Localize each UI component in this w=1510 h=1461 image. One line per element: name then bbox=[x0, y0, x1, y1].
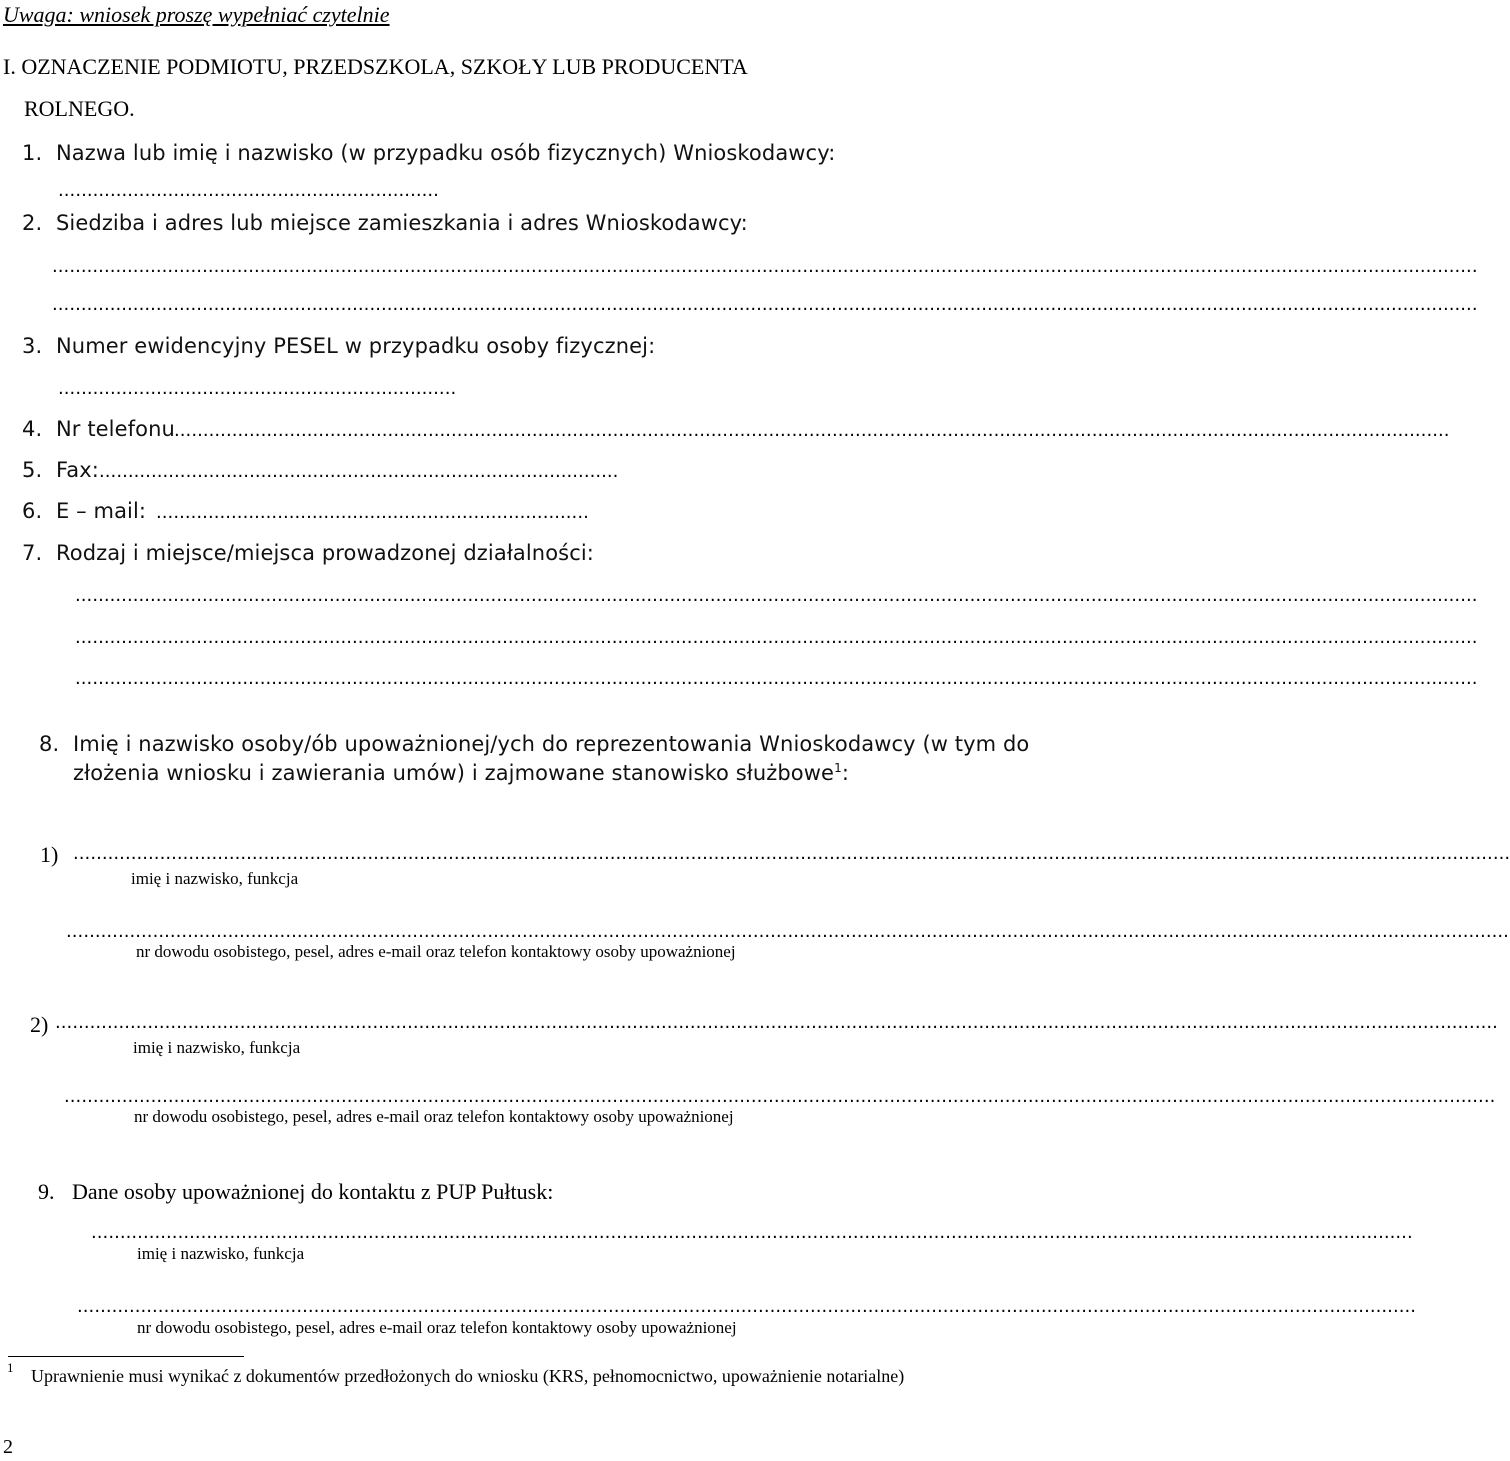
contact-details-caption: nr dowodu osobistego, pesel, adres e-mail oraz telefon kontaktowy osoby upoważnionej bbox=[137, 1318, 737, 1337]
item-label: Rodzaj i miejsce/miejsca prowadzonej działalności: bbox=[56, 541, 594, 565]
person-1-name-caption: imię i nazwisko, funkcja bbox=[131, 869, 299, 888]
person-1-details-fill-line[interactable]: .......................................................................................................................................................................................................................................................... bbox=[66, 921, 1509, 942]
item-number: 7. bbox=[22, 541, 43, 565]
person-2-name-fill-line[interactable]: .......................................................................................................................................................................................................................................................... bbox=[55, 1012, 1498, 1033]
item-number: 1. bbox=[22, 141, 43, 165]
pesel-fill-line[interactable]: ..................................................................... bbox=[58, 378, 457, 399]
item-number: 4. bbox=[22, 417, 43, 441]
activity-fill-line-2[interactable]: ................................................................................................................................................................................................................................................... bbox=[75, 627, 1478, 648]
footnote-mark: 1 bbox=[7, 1360, 14, 1375]
name-fill-line[interactable]: .................................................................. bbox=[58, 180, 439, 201]
item-7-activity bbox=[22, 541, 594, 565]
item-label: Numer ewidencyjny PESEL w przypadku osoby fizycznej: bbox=[56, 334, 656, 358]
person-2-name-caption: imię i nazwisko, funkcja bbox=[133, 1038, 301, 1057]
item-number: 8. bbox=[39, 732, 60, 756]
email-fill-line[interactable]: ........................................................................... bbox=[156, 502, 589, 523]
item-number: 6. bbox=[22, 499, 43, 523]
page-number: 2 bbox=[3, 1436, 13, 1458]
section-heading-line1: I. OZNACZENIE PODMIOTU, PRZEDSZKOLA, SZKOŁY LUB PRODUCENTA bbox=[3, 54, 748, 79]
item-label: Imię i nazwisko osoby/ób upoważnionej/ych do reprezentowania Wnioskodawcy (w tym do bbox=[73, 732, 1030, 756]
activity-fill-line-1[interactable]: ................................................................................................................................................................................................................................................... bbox=[75, 585, 1478, 606]
item-label: Dane osoby upoważnionej do kontaktu z PUP Pułtusk: bbox=[72, 1179, 554, 1204]
item-8-label-line2: złożenia wniosku i zawierania umów) i zajmowane stanowisko służbowe$^1$: bbox=[73, 761, 849, 785]
person-2-details-caption: nr dowodu osobistego, pesel, adres e-mail oraz telefon kontaktowy osoby upoważnionej bbox=[134, 1107, 734, 1126]
item-label: Nazwa lub imię i nazwisko (w przypadku osób fizycznych) Wnioskodawcy: bbox=[56, 141, 836, 165]
item-8-representatives bbox=[39, 732, 1029, 756]
section-heading-line2: ROLNEGO. bbox=[24, 96, 135, 121]
footnote-reference: 1 bbox=[834, 761, 842, 775]
phone-fill-line[interactable]: ............................................................................................................................................................................................................................. bbox=[174, 420, 1450, 441]
item-label: Nr telefonu bbox=[56, 417, 175, 441]
person-1-name-fill-line[interactable]: ......................................................................................................................................................................................................................................................... bbox=[73, 843, 1510, 864]
item-label: E – mail: bbox=[56, 499, 147, 523]
item-label: Fax: bbox=[56, 458, 99, 482]
footnote-separator bbox=[8, 1356, 244, 1357]
item-9-contact-person bbox=[38, 1179, 553, 1205]
item-2-address bbox=[22, 211, 748, 235]
person-1-details-caption: nr dowodu osobistego, pesel, adres e-mail oraz telefon kontaktowy osoby upoważnionej bbox=[136, 942, 736, 961]
item-1-name bbox=[22, 141, 835, 165]
person-2-number: 2) bbox=[30, 1012, 49, 1037]
item-4-phone bbox=[22, 417, 175, 441]
item-3-pesel bbox=[22, 334, 655, 358]
contact-name-fill-line[interactable]: ..................................................................................................................................................................................................................................... bbox=[91, 1222, 1413, 1243]
person-1-number: 1) bbox=[40, 842, 59, 867]
item-number: 3. bbox=[22, 334, 43, 358]
contact-details-fill-line[interactable]: ........................................................................................................................................................................................................................................ bbox=[77, 1296, 1417, 1317]
footnote-text: Uprawnienie musi wynikać z dokumentów przedłożonych do wniosku (KRS, pełnomocnictwo, upoważnienie notarialne) bbox=[31, 1366, 905, 1386]
item-5-fax bbox=[22, 458, 99, 482]
contact-name-caption: imię i nazwisko, funkcja bbox=[137, 1244, 305, 1263]
item-label: Siedziba i adres lub miejsce zamieszkania i adres Wnioskodawcy: bbox=[56, 211, 748, 235]
item-number: 9. bbox=[38, 1179, 55, 1204]
item-6-email bbox=[22, 499, 146, 523]
item-number: 2. bbox=[22, 211, 43, 235]
fax-fill-line[interactable]: .......................................................................................... bbox=[99, 461, 619, 482]
activity-fill-line-3[interactable]: ................................................................................................................................................................................................................................................... bbox=[75, 668, 1478, 689]
person-2-details-fill-line[interactable]: ........................................................................................................................................................................................................................................................ bbox=[64, 1086, 1496, 1107]
address-fill-line-2[interactable]: ....................................................................................................................................................................................................................................................... bbox=[52, 294, 1478, 315]
fill-legibly-notice: Uwaga: wniosek proszę wypełniać czytelnie bbox=[3, 2, 390, 27]
item-number: 5. bbox=[22, 458, 43, 482]
address-fill-line-1[interactable]: ....................................................................................................................................................................................................................................................... bbox=[52, 256, 1478, 277]
